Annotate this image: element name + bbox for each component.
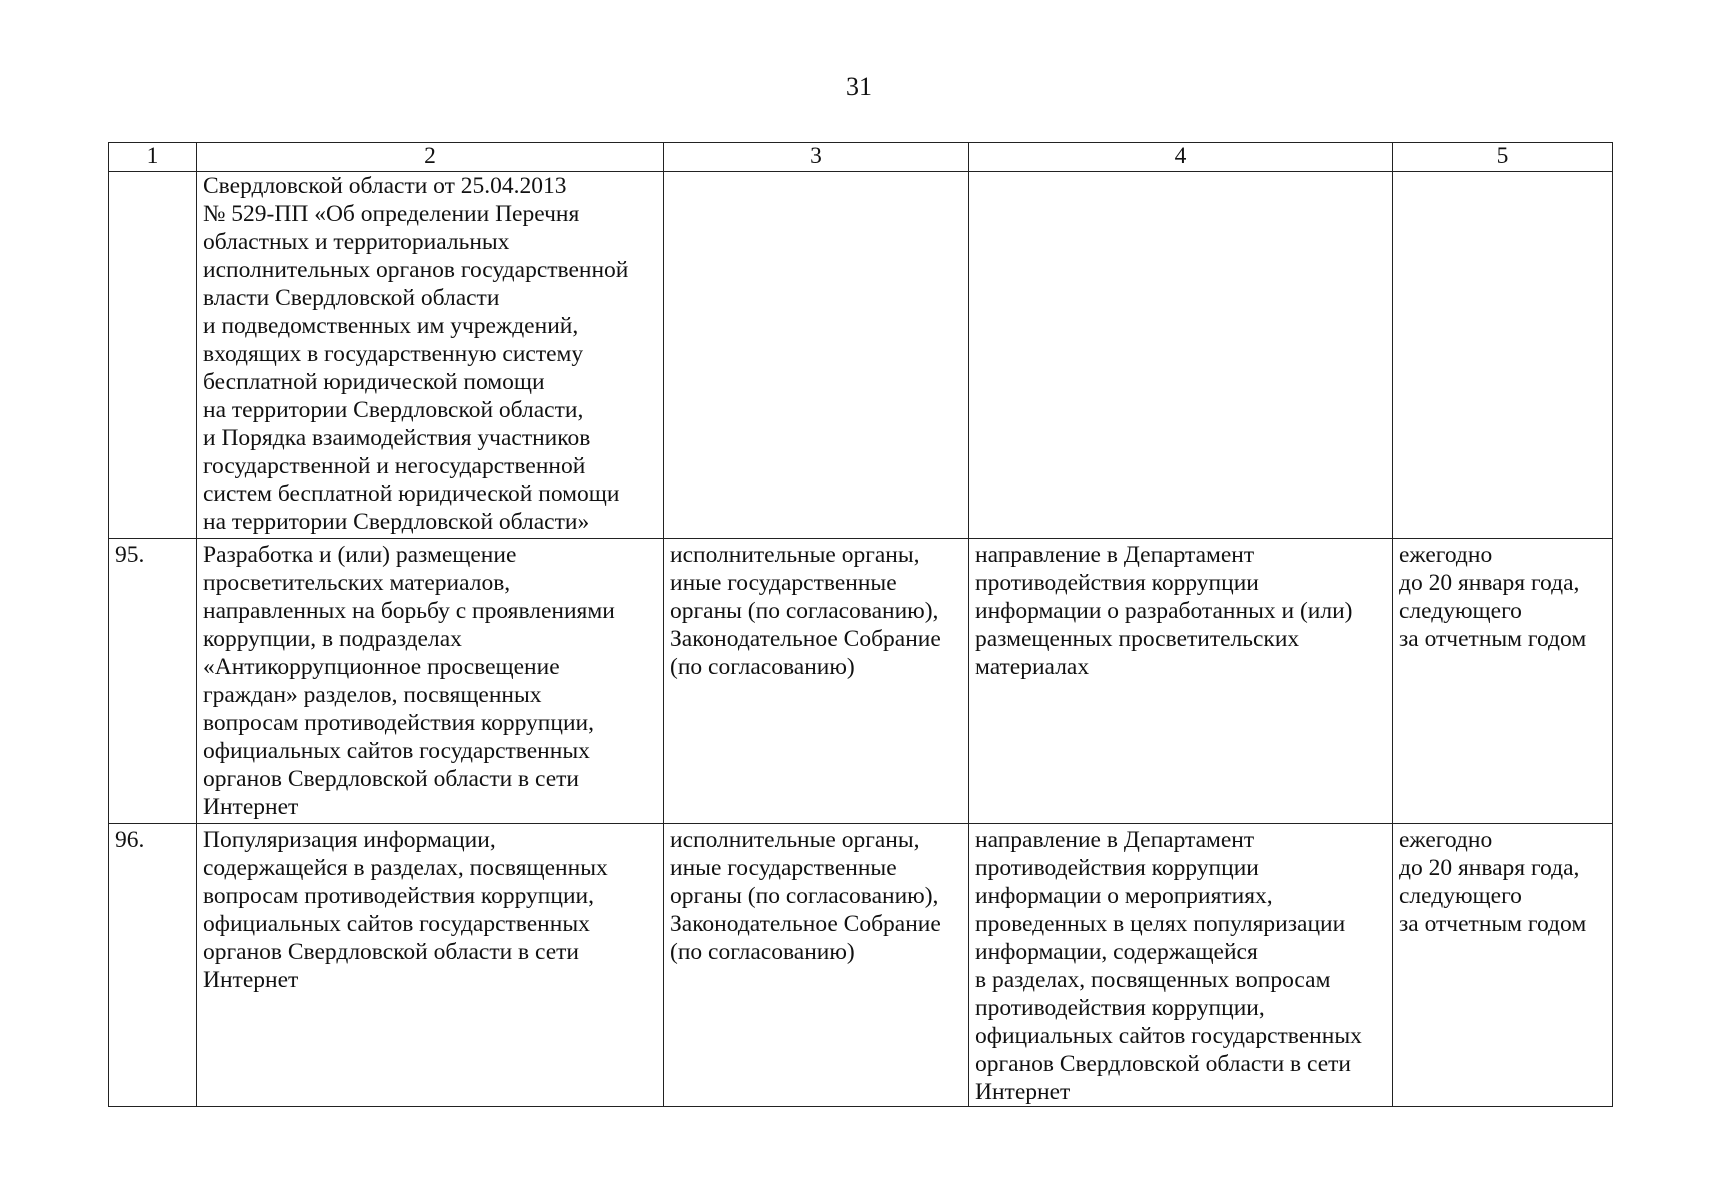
cell-text-line: органы (по согласованию),	[670, 598, 939, 624]
cell-text-line: Интернет	[203, 794, 299, 820]
cell-text-line: направленных на борьбу с проявлениями	[203, 598, 615, 624]
cell-text-line: направление в Департамент	[975, 827, 1255, 853]
deadline-cell	[1393, 824, 1613, 1107]
cell-text-line: органов Свердловской области в сети	[203, 766, 580, 792]
cell-text-line: Интернет	[203, 967, 299, 993]
responsible-cell	[664, 172, 969, 539]
cell-text-line: информации о разработанных и (или)	[975, 598, 1353, 624]
deadline-cell	[1393, 539, 1613, 824]
cell-text-line: размещенных просветительских	[975, 626, 1300, 652]
cell-text-line: за отчетным годом	[1399, 626, 1587, 652]
cell-text-line: направление в Департамент	[975, 542, 1255, 568]
cell-text-line: Законодательное Собрание	[670, 911, 941, 937]
cell-text-line: № 529-ПП «Об определении Перечня	[203, 201, 580, 227]
cell-text-line: до 20 января года,	[1399, 570, 1580, 596]
table-row	[109, 824, 1613, 1107]
result-cell	[969, 172, 1393, 539]
deadline-cell	[1393, 172, 1613, 539]
cell-text-line: исполнительные органы,	[670, 542, 920, 568]
cell-text-line: ежегодно	[1399, 827, 1493, 853]
cell-text-line: информации о мероприятиях,	[975, 883, 1273, 909]
cell-text-line: органы (по согласованию),	[670, 883, 939, 909]
row-number-cell: 95.	[109, 539, 197, 824]
result-cell	[969, 539, 1393, 824]
cell-text-line: и Порядка взаимодействия участников	[203, 425, 591, 451]
cell-text-line: на территории Свердловской области»	[203, 509, 590, 535]
cell-text-line: граждан» разделов, посвященных	[203, 682, 542, 708]
cell-text-line: иные государственные	[670, 855, 897, 881]
measure-name-cell	[197, 172, 664, 539]
result-cell	[969, 824, 1393, 1107]
cell-text-line: Популяризация информации,	[203, 827, 496, 853]
cell-text-line: противодействия коррупции	[975, 855, 1259, 881]
column-header-4: 4	[969, 143, 1393, 172]
row-number-cell	[109, 172, 197, 539]
column-header-1: 1	[109, 143, 197, 172]
cell-text-line: противодействия коррупции,	[975, 995, 1265, 1021]
table-header-row	[109, 143, 1613, 172]
cell-text-line: ежегодно	[1399, 542, 1493, 568]
cell-text-line: за отчетным годом	[1399, 911, 1587, 937]
cell-text-line: исполнительные органы,	[670, 827, 920, 853]
cell-text-line: Разработка и (или) размещение	[203, 542, 517, 568]
responsible-cell	[664, 824, 969, 1107]
cell-text-line: Законодательное Собрание	[670, 626, 941, 652]
cell-text-line: (по согласованию)	[670, 654, 855, 680]
cell-text-line: органов Свердловской области в сети	[203, 939, 580, 965]
cell-text-line: коррупции, в подразделах	[203, 626, 462, 652]
cell-text-line: материалах	[975, 654, 1090, 680]
cell-text-line: и подведомственных им учреждений,	[203, 313, 579, 339]
cell-text-line: информации, содержащейся	[975, 939, 1258, 965]
cell-text-line: входящих в государственную систему	[203, 341, 584, 367]
cell-text-line: вопросам противодействия коррупции,	[203, 710, 594, 736]
cell-text-line: противодействия коррупции	[975, 570, 1259, 596]
responsible-cell	[664, 539, 969, 824]
cell-text-line: содержащейся в разделах, посвященных	[203, 855, 608, 881]
cell-text-line: следующего	[1399, 598, 1522, 624]
table-body	[109, 172, 1613, 1107]
cell-text-line: официальных сайтов государственных	[203, 911, 590, 937]
measure-name-cell	[197, 539, 664, 824]
column-header-3: 3	[664, 143, 969, 172]
cell-text-line: проведенных в целях популяризации	[975, 911, 1346, 937]
cell-text-line: на территории Свердловской области,	[203, 397, 584, 423]
measures-table	[108, 142, 1613, 1107]
cell-text-line: официальных сайтов государственных	[203, 738, 590, 764]
row-number-cell: 96.	[109, 824, 197, 1107]
cell-text-line: органов Свердловской области в сети	[975, 1051, 1352, 1077]
cell-text-line: в разделах, посвященных вопросам	[975, 967, 1331, 993]
page-number: 31	[846, 72, 872, 101]
cell-text-line: иные государственные	[670, 570, 897, 596]
table-row	[109, 539, 1613, 824]
column-header-2: 2	[197, 143, 664, 172]
cell-text-line: государственной и негосударственной	[203, 453, 586, 479]
cell-text-line: следующего	[1399, 883, 1522, 909]
cell-text-line: бесплатной юридической помощи	[203, 369, 545, 395]
cell-text-line: Интернет	[975, 1079, 1071, 1105]
cell-text-line: областных и территориальных	[203, 229, 510, 255]
table-row	[109, 172, 1613, 539]
cell-text-line: вопросам противодействия коррупции,	[203, 883, 594, 909]
cell-text-line: власти Свердловской области	[203, 285, 500, 311]
cell-text-line: «Антикоррупционное просвещение	[203, 654, 560, 680]
cell-text-line: исполнительных органов государственной	[203, 257, 629, 283]
cell-text-line: Свердловской области от 25.04.2013	[203, 173, 567, 199]
cell-text-line: систем бесплатной юридической помощи	[203, 481, 620, 507]
cell-text-line: просветительских материалов,	[203, 570, 511, 596]
measure-name-cell	[197, 824, 664, 1107]
cell-text-line: до 20 января года,	[1399, 855, 1580, 881]
cell-text-line: (по согласованию)	[670, 939, 855, 965]
cell-text-line: официальных сайтов государственных	[975, 1023, 1362, 1049]
column-header-5: 5	[1393, 143, 1613, 172]
